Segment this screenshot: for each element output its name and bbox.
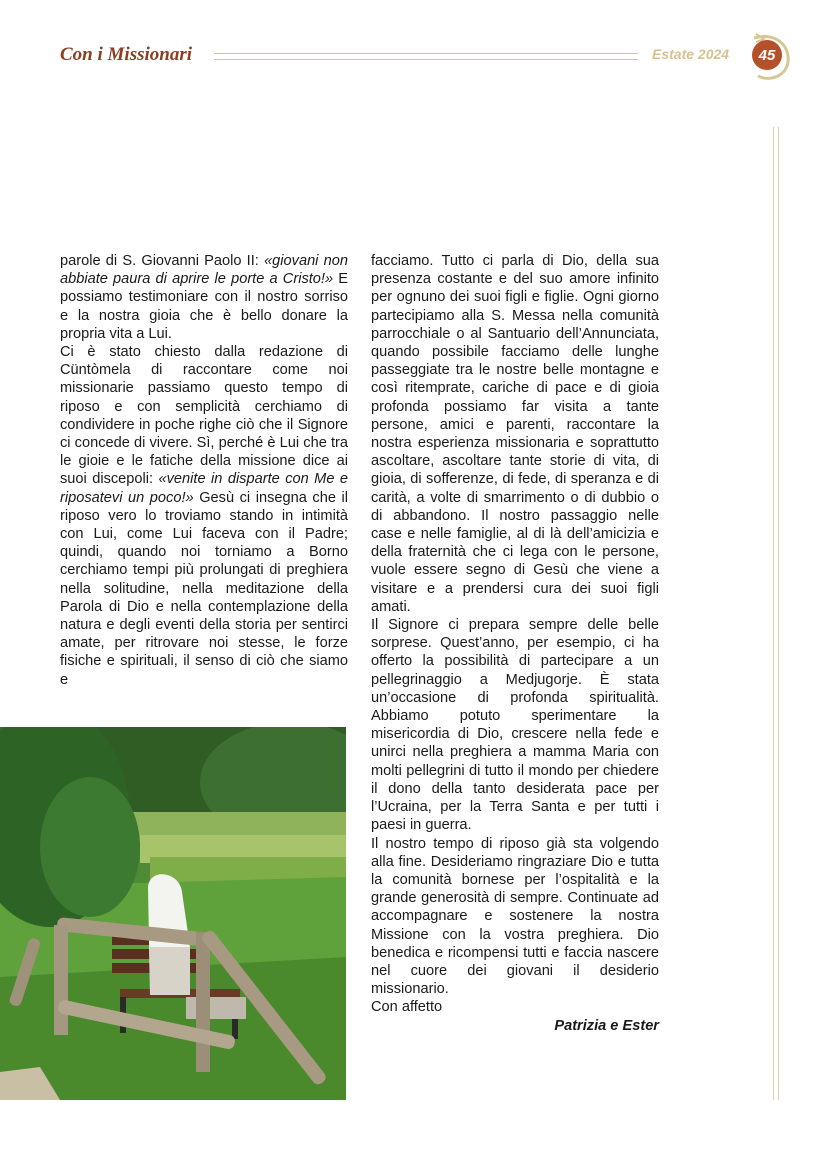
- paragraph: facciamo. Tutto ci parla di Dio, della sua presenza costante e del suo amore infinito per ognuno dei suoi figli e figlie. Ogni giorno partecipiamo alla S. Messa nella comunità parrocchiale o al Santuario dell’Annunciata, quando possibile facciamo delle lunghe passeggiate tra le nostre belle montagne e così ritemprate, cariche di pace e di gioia profonda possiamo far visita a tante persone, amici e parenti, raccontare la nostra esperienza missionaria e soprattutto ascoltare, ascoltare tante storie di vita, di gioia, di sofferenze, di fede, di speranza e di carità, a volte di smarrimento o di dubbio o di abbandono. Il nostro passaggio nelle case e nelle famiglie, al di là dell’amicizia e della fraternità che ci lega con le persone, vuole essere segno di Gesù che viene a visitare e a prendersi cura dei suoi figli amati.: [371, 253, 659, 615]
- text-run: Ci è stato chiesto dalla redazione di Cüntòmela di raccontare come noi missionarie passiamo questo tempo di riposo e con semplicità cerchiamo di condividere in poche righe ciò che il Signore ci concede di vivere. Sì, perché è Lui che tra le gioie e le fatiche della missione dice ai suoi discepoli:: [60, 344, 348, 488]
- quote-text: «venite in disparte con Me e riposatevi un poco!»: [60, 471, 348, 506]
- closing-line: Con affetto: [371, 999, 443, 1016]
- paragraph: [60, 343, 348, 689]
- text-run: E possiamo testimoniare con il nostro sorriso e la nostra gioia che è bello donare la propria vita a Lui.: [60, 271, 348, 342]
- issue-label: Estate 2024: [652, 46, 730, 62]
- page-number-badge: 45: [752, 40, 782, 70]
- signature: Patrizia e Ester: [554, 1017, 659, 1034]
- paragraph: [60, 252, 348, 343]
- text-run: parole di S. Giovanni Paolo II:: [60, 253, 265, 269]
- paragraph: Il Signore ci prepara sempre delle belle sorprese. Quest’anno, per esempio, ci ha offerto la possibilità di partecipare a un pellegrinaggio a Medjugorje. È stata un’occasione di profonda spiritualità. Abbiamo potuto sperimentare la misericordia di Dio, crescere nella fede e unirci nella preghiera a mamma Maria con molti pellegrini di tutto il mondo per chiedere il dono della tanto desiderata pace per l’Ucraina, per la Terra Santa e per tutti i paesi in guerra.: [371, 617, 659, 834]
- side-rule-outer: [778, 127, 779, 1100]
- photo-nun-on-bench: [0, 727, 346, 1100]
- photo-illustration: [0, 727, 346, 1100]
- section-title: Con i Missionari: [60, 44, 192, 65]
- quote-text: «giovani non abbiate paura di aprire le porte a Cristo!»: [60, 253, 348, 288]
- text-run: Gesù ci insegna che il riposo vero lo troviamo stando in intimità con Lui, come Lui faceva con il Padre; quindi, quando noi torniamo a Borno cerchiamo tempi più prolungati di preghiera nella solitudine, nella meditazione della Parola di Dio e nella contemplazione della natura e degli eventi della storia per sentirci amate, per ritrovare noi stesse, le forze fisiche e spirituali, il senso di ciò che siamo e: [60, 489, 348, 688]
- side-rule-inner: [773, 127, 774, 1100]
- article-column-left: [60, 252, 348, 689]
- paragraph: Il nostro tempo di riposo già sta volgendo alla fine. Desideriamo ringraziare Dio e tutta la comunità bornese per l’ospitalità e la grande generosità di sempre. Continuate ad accompagnare e sostenere la nostra Missione con la vostra preghiera. Dio benedica e ricompensi tutti e faccia nascere nel cuore dei giovani il desiderio missionario.: [371, 835, 659, 998]
- article-column-right: [371, 252, 659, 1035]
- header-rule: [214, 53, 638, 60]
